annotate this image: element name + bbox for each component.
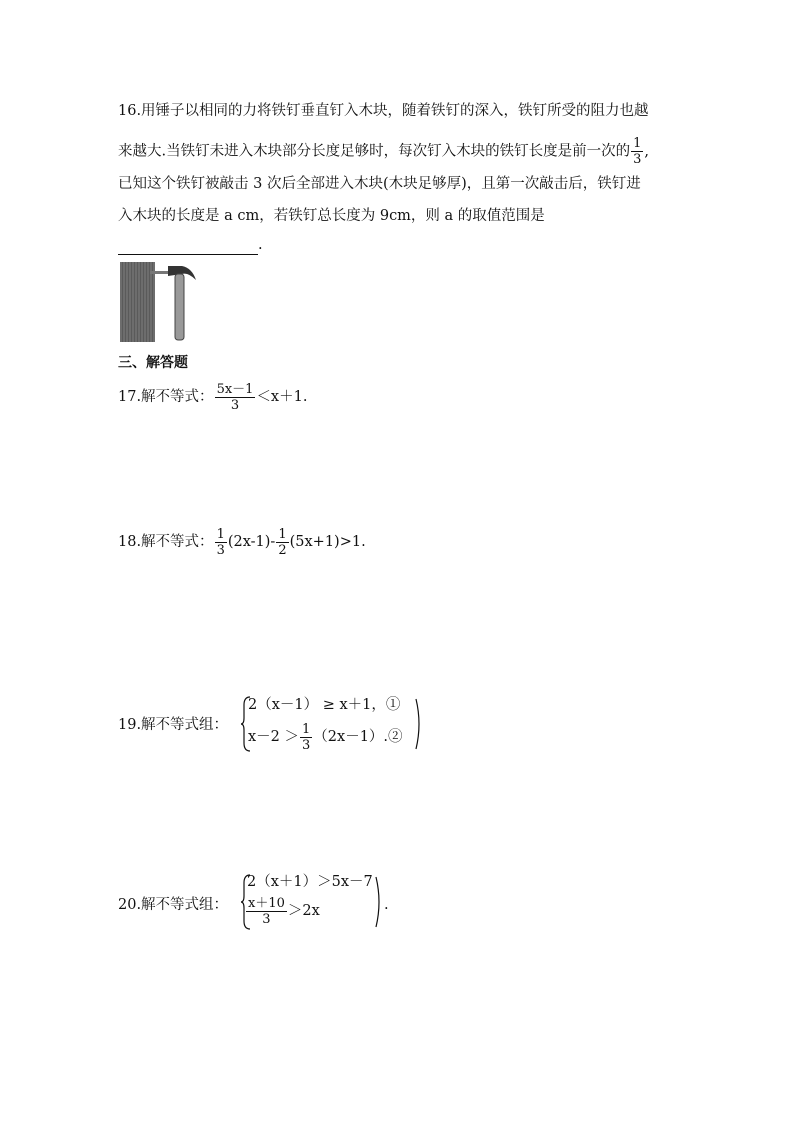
section-heading: 三、解答题 <box>118 355 188 371</box>
q20-row2 <box>245 893 320 929</box>
q18-rest: (5x+1)>1. <box>289 534 366 550</box>
q19-row2-a: x－2 ＞ <box>248 729 300 745</box>
q18 <box>118 522 366 562</box>
q18-fraction-2 <box>276 527 288 558</box>
q19-label: 19.解不等式组： <box>118 717 229 733</box>
q18-fraction-1 <box>215 527 227 558</box>
q16-blank-end: . <box>258 237 263 253</box>
q19-row2 <box>248 719 403 755</box>
q20-frac-num: x＋10 <box>248 895 285 911</box>
q19-fraction <box>300 722 312 753</box>
q18-f1-den: 3 <box>216 542 225 558</box>
q17-frac-den: 3 <box>230 397 240 413</box>
q17 <box>118 377 307 417</box>
q19-row2-b: （2x－1）.② <box>313 729 403 745</box>
q18-label: 18.解不等式： <box>118 534 214 550</box>
q16-answer-blank[interactable] <box>118 238 258 255</box>
q19-right-paren <box>414 697 424 751</box>
nail <box>150 271 170 274</box>
q20-frac-den: 3 <box>262 911 271 927</box>
q18-f2-num: 1 <box>278 526 287 542</box>
q17-fraction <box>215 382 256 413</box>
q16-frac-num: 1 <box>633 136 642 151</box>
q17-label: 17.解不等式： <box>118 389 214 405</box>
q20-end: . <box>384 897 389 913</box>
q20-row2-b: ＞2x <box>287 903 320 919</box>
q19-row1: 2（x－1） ≥ x＋1，① <box>248 697 401 713</box>
q16-frac-den: 3 <box>633 152 642 167</box>
q20-row1: 2（x＋1）＞5x－7 <box>247 874 373 890</box>
q16-fraction <box>631 136 643 167</box>
q20-label: 20.解不等式组： <box>118 897 229 913</box>
q16-line2 <box>118 136 649 167</box>
hammer-nail-figure <box>120 262 202 342</box>
q16-line2-text: 来越大.当铁钉未进入木块部分长度足够时，每次钉入木块的铁钉长度是前一次的 <box>118 143 631 160</box>
q18-f1-num: 1 <box>216 526 225 542</box>
q17-frac-num: 5x－1 <box>216 381 254 397</box>
hammer-handle <box>175 274 184 340</box>
q19-frac-num: 1 <box>302 721 311 737</box>
q19-frac-den: 3 <box>302 737 311 753</box>
q18-mid: (2x-1)- <box>227 534 276 550</box>
q20-fraction <box>246 896 287 927</box>
q16-line3: 已知这个铁钉被敲击 3 次后全部进入木块(木块足够厚)，且第一次敲击后，铁钉进 <box>118 176 641 192</box>
q16-line1: 16.用锤子以相同的力将铁钉垂直钉入木块，随着铁钉的深入，铁钉所受的阻力也越 <box>118 103 649 119</box>
q17-rest: ＜x＋1. <box>256 389 308 405</box>
q16-line4: 入木块的长度是 a cm，若铁钉总长度为 9cm，则 a 的取值范围是 <box>118 208 545 224</box>
q16-line2-end: , <box>644 143 649 160</box>
q16-answer-line <box>118 235 263 255</box>
q18-f2-den: 2 <box>278 542 287 558</box>
wood-block <box>120 262 155 342</box>
q20-right-paren <box>374 875 384 929</box>
